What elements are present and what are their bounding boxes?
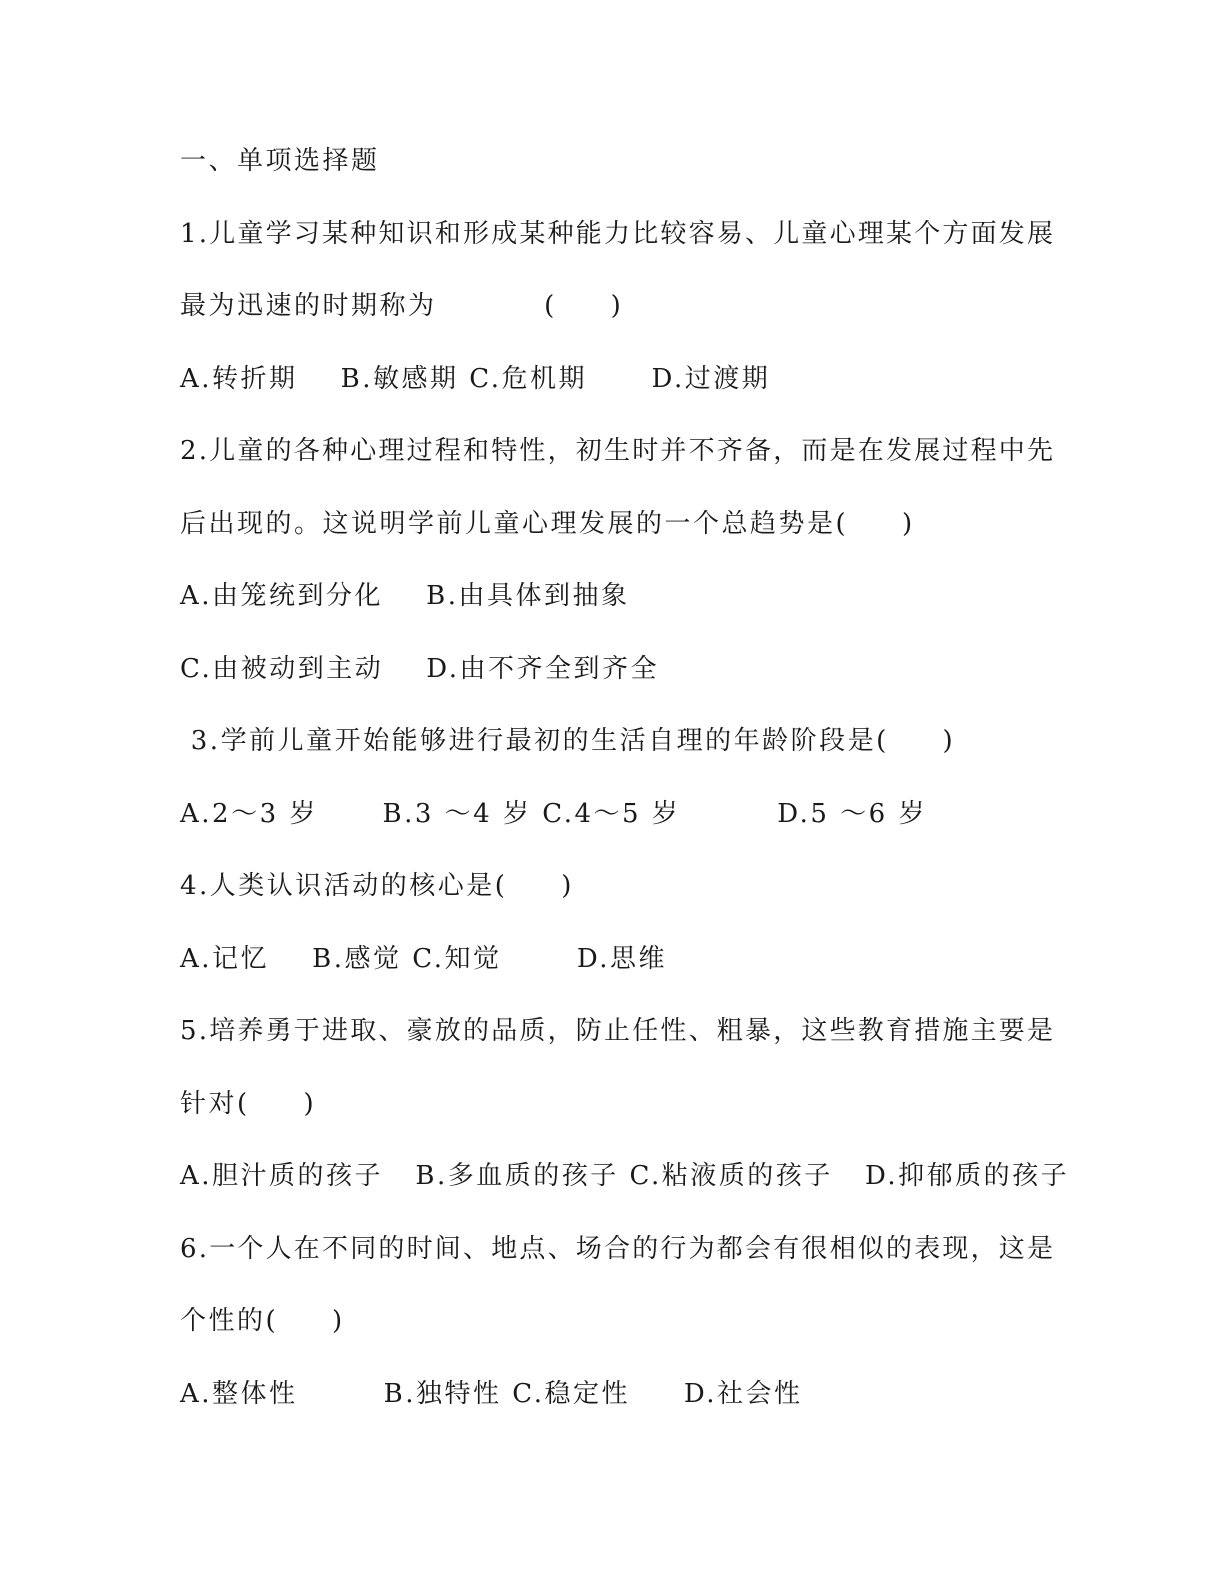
question-1-options: A.转折期 B.敏感期 C.危机期 D.过渡期 <box>180 364 771 394</box>
question-2-options-2: C.由被动到主动 D.由不齐全到齐全 <box>180 654 659 684</box>
question-6-options: A.整体性 B.独特性 C.稳定性 D.社会性 <box>180 1379 803 1409</box>
question-2-options-1: A.由笼统到分化 B.由具体到抽象 <box>180 581 630 611</box>
question-1-line-2: 最为迅速的时期称为 ( ) <box>180 291 624 321</box>
question-2-line-1: 2.儿童的各种心理过程和特性，初生时并不齐备，而是在发展过程中先 <box>180 436 1056 466</box>
question-6-line-1: 6.一个人在不同的时间、地点、场合的行为都会有很相似的表现，这是 <box>180 1234 1056 1264</box>
question-4-options: A.记忆 B.感觉 C.知觉 D.思维 <box>180 944 668 974</box>
question-5-options: A.胆汁质的孩子 B.多血质的孩子 C.粘液质的孩子 D.抑郁质的孩子 <box>180 1161 1070 1191</box>
question-4-line-1: 4.人类认识活动的核心是( ) <box>180 871 574 901</box>
section-title: 一、单项选择题 <box>180 146 380 176</box>
question-5-line-1: 5.培养勇于进取、豪放的品质，防止任性、粗暴，这些教育措施主要是 <box>180 1016 1056 1046</box>
question-6-line-2: 个性的( ) <box>180 1306 345 1336</box>
question-1-line-1: 1.儿童学习某种知识和形成某种能力比较容易、儿童心理某个方面发展 <box>180 219 1056 249</box>
question-3-line-1: 3.学前儿童开始能够进行最初的生活自理的年龄阶段是( ) <box>180 726 956 756</box>
question-3-options: A.2～3 岁 B.3 ～4 岁 C.4～5 岁 D.5 ～6 岁 <box>180 799 927 829</box>
question-5-line-2: 针对( ) <box>180 1089 317 1119</box>
question-2-line-2: 后出现的。这说明学前儿童心理发展的一个总趋势是( ) <box>180 509 915 539</box>
